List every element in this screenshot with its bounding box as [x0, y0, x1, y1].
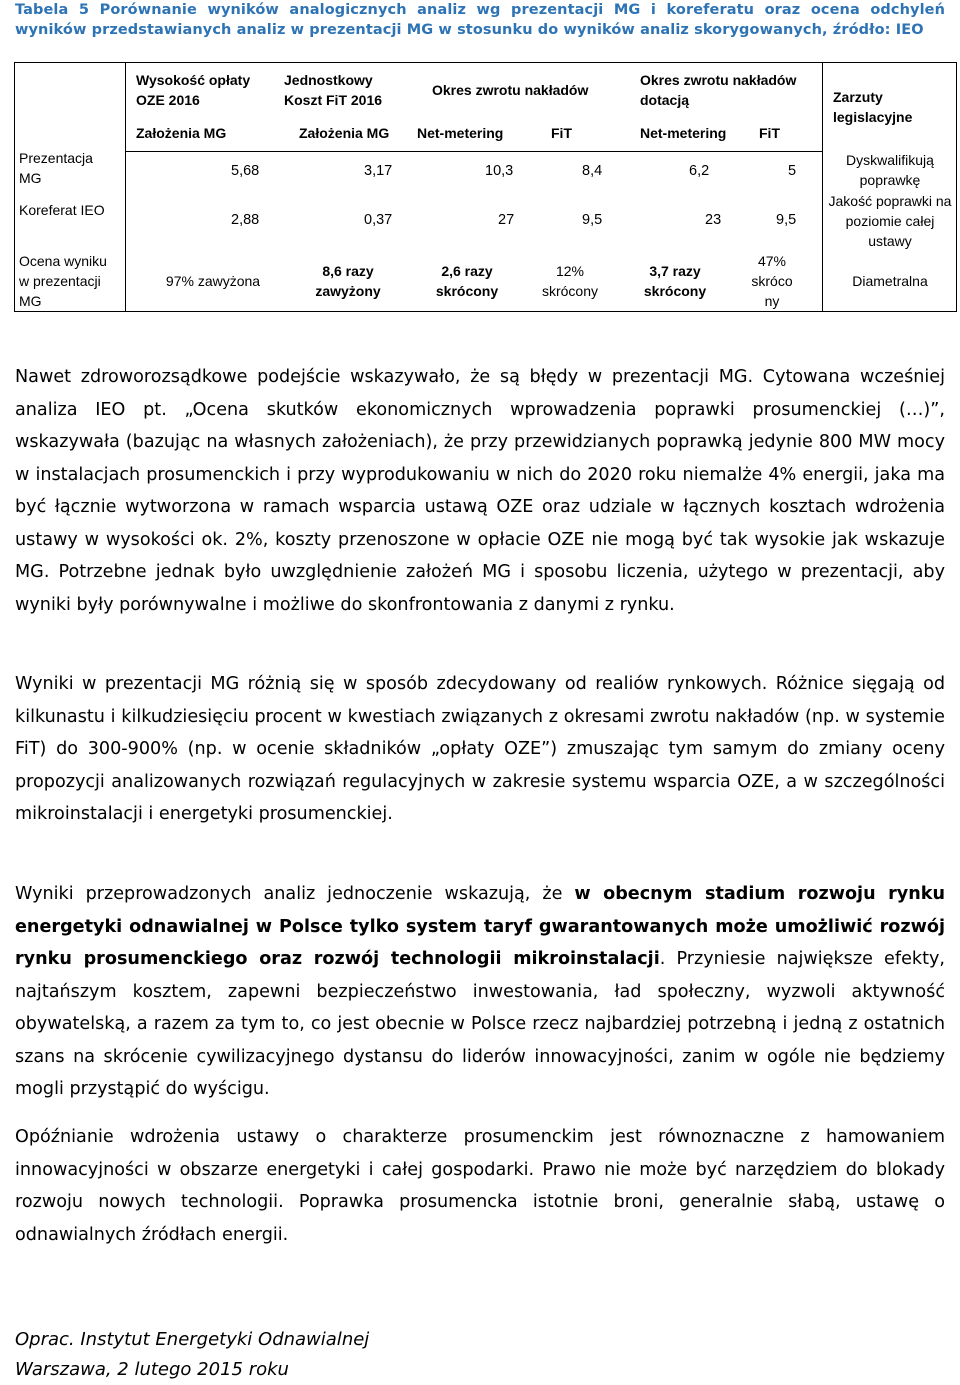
zarzut-ieo: Jakość poprawki na poziomie całej ustawy — [828, 193, 952, 249]
subheader-zalozenia-1: Założenia MG — [136, 125, 227, 141]
subheader-net-metering-1: Net-metering — [417, 125, 504, 141]
paragraph-3-intro: Wyniki przeprowadzonych analiz jednoczenie wskazują, że — [15, 884, 575, 904]
cell-mg-fit: 8,4 — [582, 163, 603, 179]
col-header-koszt: Jednostkowy Koszt FiT 2016 — [284, 72, 383, 108]
cell-mg-koszt: 3,17 — [364, 163, 393, 179]
cell-mg-fit-dot: 5 — [788, 163, 797, 179]
cell-mg-netmetering-dot: 6,2 — [689, 163, 710, 179]
cell-ieo-fit-dot: 9,5 — [776, 212, 797, 228]
table-caption: Tabela 5 Porównanie wyników analogicznych analiz wg prezentacji MG i koreferatu oraz ocena odchyleń wyników przedstawianych analiz w prezentacji MG w stosunku do wyników analiz skorygowanych, źródło: IEO — [15, 2, 945, 38]
zarzut-mg: Dyskwalifikują poprawkę — [846, 152, 934, 188]
col-header-okres-dotacja: Okres zwrotu nakładów dotacją — [640, 72, 797, 108]
paragraph-3-rest: . Przyniesie największe efekty, najtańszym kosztem, zapewni bezpieczeństwo inwestowania, ład społeczny, wyzwoli aktywność obywatelską, a razem za tym to, co jest obecnie w Polsce rzecz najbardziej potrzebną i jedną z ostatnich szans na skrócenie cywilizacyjnego dystansu do liderów innowacyjności, zanim w ogóle nie będziemy mogli przystąpić do wyścigu. — [15, 949, 945, 1099]
subheader-net-metering-2: Net-metering — [640, 125, 727, 141]
cell-ocena-fit-dot: 47% skróco ny — [751, 253, 793, 309]
cell-ieo-koszt: 0,37 — [364, 212, 393, 228]
column-headers — [126, 63, 822, 152]
cell-mg-oplata: 5,68 — [231, 163, 260, 179]
zarzuty-column — [822, 63, 957, 311]
col-header-okres: Okres zwrotu nakładów — [432, 82, 589, 98]
comparison-table — [14, 62, 957, 312]
subheader-fit-1: FiT — [551, 125, 572, 141]
row-header-column — [15, 63, 126, 311]
col-header-zarzuty: Zarzuty legislacyjne — [833, 89, 913, 125]
cell-ocena-fit: 12% skrócony — [541, 263, 599, 299]
cell-mg-netmetering: 10,3 — [485, 163, 514, 179]
cell-ocena-koszt: 8,6 razy zawyżony — [315, 263, 381, 299]
subheader-zalozenia-2: Założenia MG — [299, 125, 390, 141]
signature-author: Oprac. Instytut Energetyki Odnawialnej — [15, 1329, 370, 1350]
cell-ocena-netmetering: 2,6 razy skrócony — [435, 263, 499, 299]
cell-ieo-oplata: 2,88 — [231, 212, 260, 228]
col-header-oplata: Wysokość opłaty OZE 2016 — [136, 72, 251, 108]
paragraph-1: Nawet zdroworozsądkowe podejście wskazywało, że są błędy w prezentacji MG. Cytowana wcześniej analiza IEO pt. „Ocena skutków ekonomicznych wprowadzenia poprawki prosumenckiej (…)”, wskazywała (bazując na własnych założeniach), że przy przewidzianych poprawką jedynie 800 MW mocy w instalacjach prosumenckich i przy wyprodukowaniu w nich do 2020 roku niemalże 4% energii, jaka ma być łącznie wytworzona w ramach wsparcia ustawą OZE oraz udziale w łącznych kosztach wdrożenia ustawy w wysokości ok. 2%, koszty przenoszone w opłacie OZE nie mogą być tak wysokie jak wskazuje MG. Potrzebne jednak było uwzględnienie założeń MG i sposobu liczenia, użytego w prezentacji, aby wyniki były porównywalne i możliwe do skonfrontowania z danymi z rynku. — [15, 367, 945, 615]
row-header-mg: Prezentacja MG — [19, 150, 93, 186]
paragraph-4: Opóźnianie wdrożenia ustawy o charakterze prosumenckim jest równoznaczne z hamowaniem innowacyjności w obszarze energetyki i całej gospodarki. Prawo nie może być narzędziem do blokady rozwoju nowych technologii. Poprawka prosumencka istotnie broni, generalnie słabą, ustawę o odnawialnych źródłach energii. — [15, 1127, 945, 1245]
paragraph-3-emphasis: w obecnym stadium rozwoju rynku energetyki odnawialnej w Polsce tylko system taryf gwarantowanych może umożliwić rozwój rynku prosumenckiego oraz rozwój technologii mikroinstalacji — [15, 884, 945, 969]
cell-ieo-netmetering-dot: 23 — [705, 212, 722, 228]
cell-ieo-netmetering: 27 — [498, 212, 515, 228]
zarzut-ocena: Diametralna — [852, 273, 928, 289]
row-header-ocena: Ocena wyniku w prezentacji MG — [19, 253, 107, 309]
signature-date: Warszawa, 2 lutego 2015 roku — [15, 1359, 289, 1380]
row-header-ieo: Koreferat IEO — [19, 202, 105, 218]
paragraph-3 — [15, 878, 945, 1106]
subheader-fit-2: FiT — [759, 125, 780, 141]
paragraph-2: Wyniki w prezentacji MG różnią się w sposób zdecydowany od realiów rynkowych. Różnice sięgają od kilkunastu i kilkudziesięciu procent w kwestiach związanych z okresami zwrotu nakładów (np. w systemie FiT) do 300-900% (np. w ocenie składników „opłaty OZE”) zmuszając tym samym do zmiany oceny propozycji analizowanych rozwiązań regulacyjnych w zakresie systemu wsparcia OZE, a w szczególności mikroinstalacji i energetyki prosumenckiej. — [15, 674, 945, 824]
cell-ocena-oplata: 97% zawyżona — [165, 273, 261, 289]
cell-ieo-fit: 9,5 — [582, 212, 603, 228]
cell-ocena-netmetering-dot: 3,7 razy skrócony — [643, 263, 707, 299]
